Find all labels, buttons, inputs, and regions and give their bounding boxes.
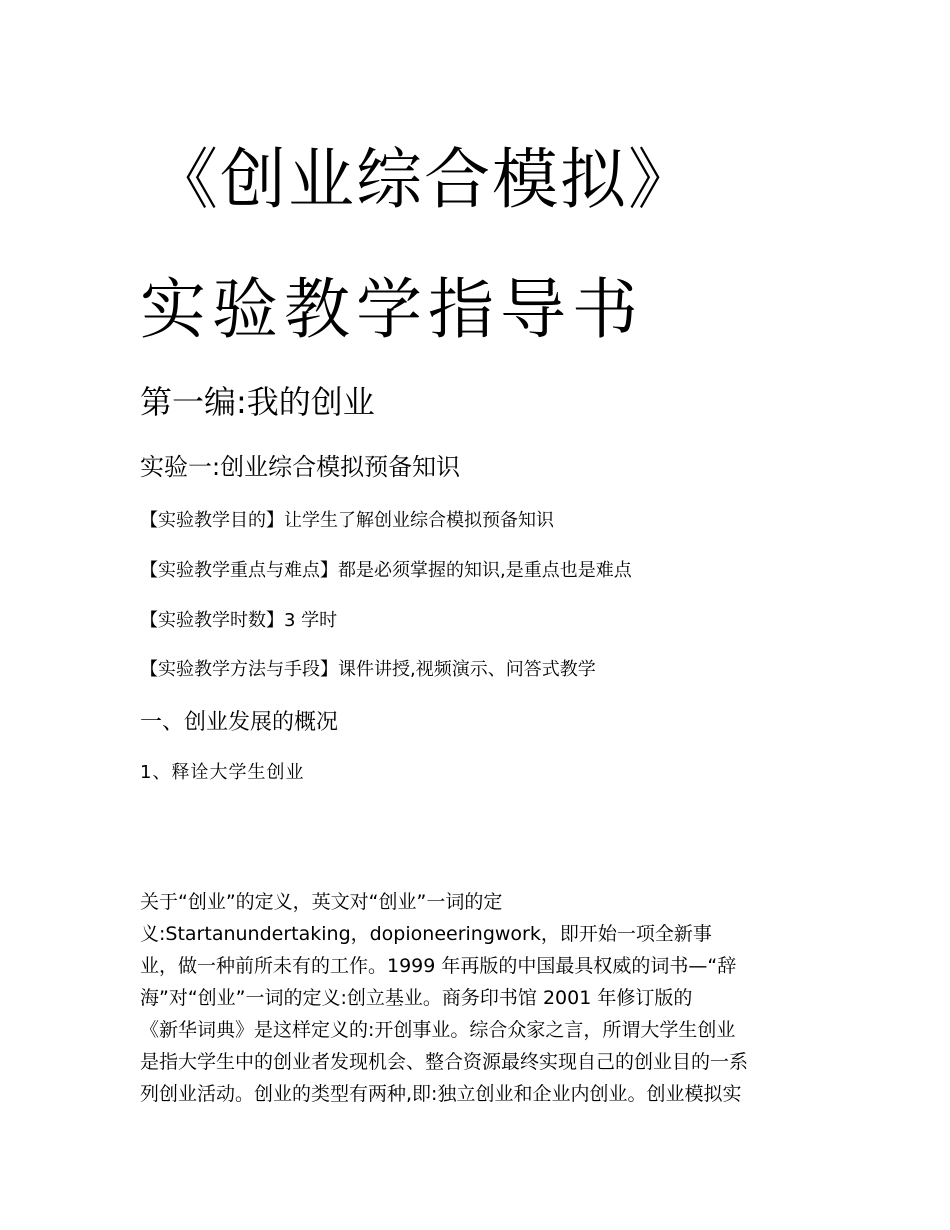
part-heading: 第一编:我的创业 [140,383,375,421]
paragraph-line: 义:Startanundertaking，dopioneeringwork，即开始一项全新事 [140,923,712,945]
meta-teaching-methods: 【实验教学方法与手段】课件讲授,视频演示、问答式教学 [140,659,596,680]
document-title-line-2: 实验教学指导书 [140,271,644,348]
paragraph-line: 关于“创业”的定义，英文对“创业”一词的定 [140,891,503,913]
paragraph-line: 《新华词典》是这样定义的:开创事业。综合众家之言，所谓大学生创业 [140,1019,736,1041]
document-title-line-1: 《创业综合模拟》 [152,141,696,218]
paragraph-line: 列创业活动。创业的类型有两种,即:独立创业和企业内创业。创业模拟实 [140,1083,742,1105]
paragraph-line: 海”对“创业”一词的定义:创立基业。商务印书馆 2001 年修订版的 [140,987,693,1009]
body-paragraph [140,886,820,1110]
paragraph-line: 业，做一种前所未有的工作。1999 年再版的中国最具权威的词书—“辞 [140,955,737,977]
experiment-heading: 实验一:创业综合模拟预备知识 [140,453,461,481]
meta-key-points: 【实验教学重点与难点】都是必须掌握的知识,是重点也是难点 [140,560,632,581]
subsection-heading: 1、释诠大学生创业 [140,762,305,783]
meta-teaching-objective: 【实验教学目的】让学生了解创业综合模拟预备知识 [140,510,554,531]
section-heading: 一、创业发展的概况 [140,710,339,735]
paragraph-line: 是指大学生中的创业者发现机会、整合资源最终实现自己的创业目的一系 [140,1051,749,1073]
meta-class-hours: 【实验教学时数】3 学时 [140,610,338,631]
